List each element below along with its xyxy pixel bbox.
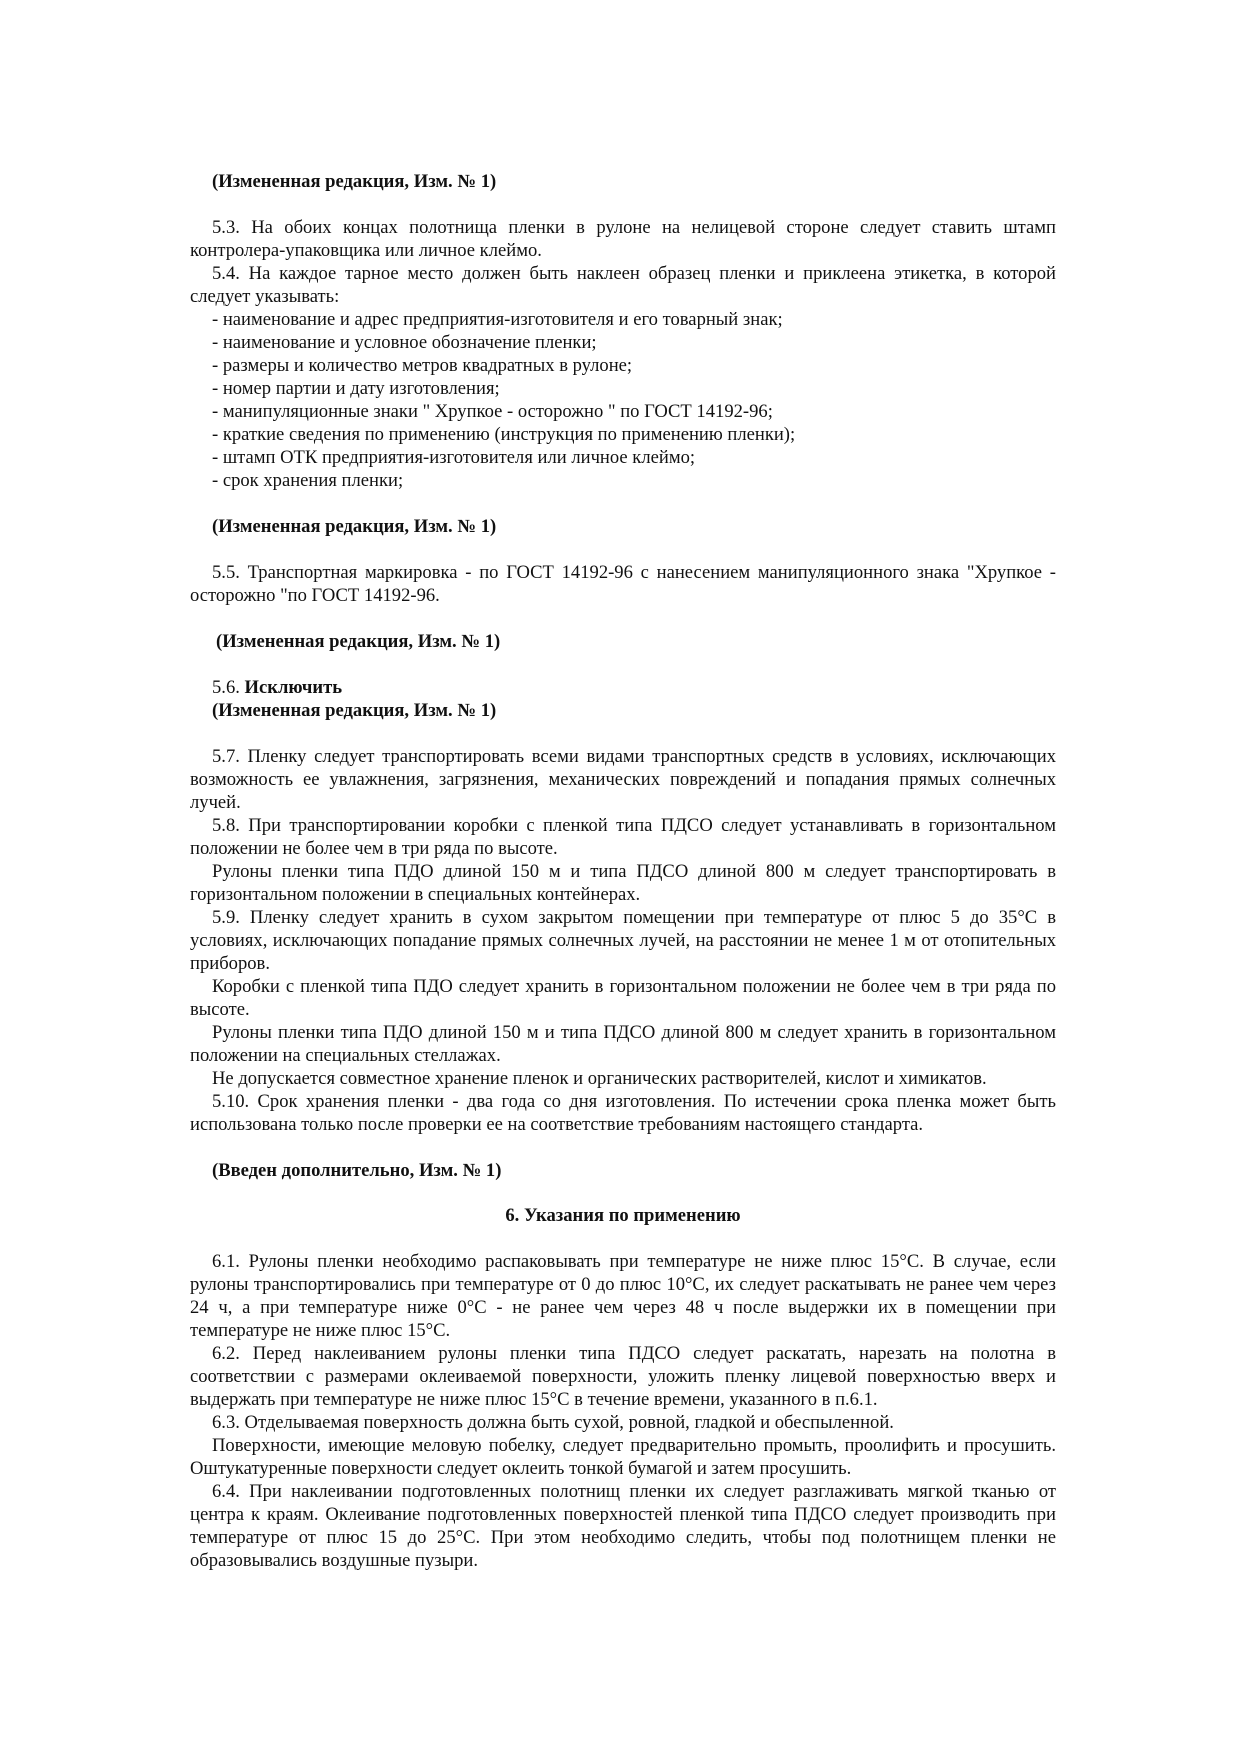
- paragraph-5-6: [190, 676, 1056, 699]
- paragraph-5-6-text: Исключить: [244, 677, 343, 698]
- paragraph-5-9-chemicals: Не допускается совместное хранение пленок и органических растворителей, кислот и химикатов.: [212, 1068, 987, 1089]
- spacer: [190, 722, 1056, 745]
- amendment-note: (Измененная редакция, Изм. № 1): [212, 700, 497, 721]
- list-item: - штамп ОТК предприятия-изготовителя или личное клеймо;: [212, 447, 696, 468]
- list-item: - наименование и условное обозначение пленки;: [212, 332, 597, 353]
- paragraph-5-8-containers: Рулоны пленки типа ПДО длиной 150 м и типа ПДСО длиной 800 м следует транспортировать в горизонтальном положении в специальных контейнерах.: [190, 861, 1056, 905]
- list-item: - манипуляционные знаки " Хрупкое - осторожно " по ГОСТ 14192-96;: [212, 401, 773, 422]
- spacer: [190, 653, 1056, 676]
- spacer: [190, 607, 1056, 630]
- spacer: [190, 1136, 1056, 1159]
- paragraph-5-7: 5.7. Пленку следует транспортировать всеми видами транспортных средств в условиях, исключающих возможность ее увлажнения, загрязнения, механических повреждений и попадания прямых солнечных лучей.: [190, 746, 1056, 813]
- paragraph-5-6-number: 5.6.: [212, 677, 245, 698]
- list-item: - краткие сведения по применению (инструкция по применению пленки);: [212, 424, 796, 445]
- paragraph-5-5: 5.5. Транспортная маркировка - по ГОСТ 14192-96 с нанесением манипуляционного знака "Хрупкое - осторожно "по ГОСТ 14192-96.: [190, 562, 1056, 606]
- paragraph-6-4: 6.4. При наклеивании подготовленных полотнищ пленки их следует разглаживать мягкой тканью от центра к краям. Оклеивание подготовленных поверхностей пленкой типа ПДСО следует производить при температуре от плюс 15 до 25°С. При этом необходимо следить, чтобы под полотнищем пленки не образовывались воздушные пузыри.: [190, 1481, 1056, 1571]
- paragraph-5-9-boxes: Коробки с пленкой типа ПДО следует хранить в горизонтальном положении не более чем в три ряда по высоте.: [190, 976, 1056, 1020]
- paragraph-6-1: 6.1. Рулоны пленки необходимо распаковывать при температуре не ниже плюс 15°С. В случае, если рулоны транспортировались при температуре от 0 до плюс 10°С, их следует раскатывать не ранее чем через 24 ч, а при температуре ниже 0°С - не ранее чем через 48 ч после выдержки их в помещении при температуре не ниже плюс 15°С.: [190, 1251, 1056, 1341]
- list-item: - наименование и адрес предприятия-изготовителя и его товарный знак;: [212, 309, 783, 330]
- paragraph-6-3: 6.3. Отделываемая поверхность должна быть сухой, ровной, гладкой и обеспыленной.: [212, 1412, 894, 1433]
- spacer: [190, 193, 1056, 216]
- spacer: [190, 538, 1056, 561]
- amendment-note: (Введен дополнительно, Изм. № 1): [212, 1160, 502, 1181]
- paragraph-5-4: 5.4. На каждое тарное место должен быть наклеен образец пленки и приклеена этикетка, в которой следует указывать:: [190, 263, 1056, 307]
- amendment-note: (Измененная редакция, Изм. № 1): [212, 516, 497, 537]
- paragraph-5-9: 5.9. Пленку следует хранить в сухом закрытом помещении при температуре от плюс 5 до 35°С в условиях, исключающих попадание прямых солнечных лучей, на расстоянии не менее 1 м от отопительных приборов.: [190, 907, 1056, 974]
- paragraph-5-10: 5.10. Срок хранения пленки - два года со дня изготовления. По истечении срока пленка может быть использована только после проверки ее на соответствие требованиям настоящего стандарта.: [190, 1091, 1056, 1135]
- amendment-note: (Измененная редакция, Изм. № 1): [212, 171, 497, 192]
- section-heading: 6. Указания по применению: [505, 1205, 741, 1226]
- paragraph-5-8: 5.8. При транспортировании коробки с пленкой типа ПДСО следует устанавливать в горизонтальном положении не более чем в три ряда по высоте.: [190, 815, 1056, 859]
- document-page: [190, 170, 1056, 1572]
- list-item: - номер партии и дату изготовления;: [212, 378, 500, 399]
- list-item: - срок хранения пленки;: [212, 470, 404, 491]
- paragraph-6-3-surfaces: Поверхности, имеющие меловую побелку, следует предварительно промыть, проолифить и просушить. Оштукатуренные поверхности следует оклеить тонкой бумагой и затем просушить.: [190, 1435, 1056, 1479]
- spacer: [190, 1182, 1056, 1204]
- spacer: [190, 492, 1056, 515]
- paragraph-5-9-racks: Рулоны пленки типа ПДО длиной 150 м и типа ПДСО длиной 800 м следует хранить в горизонтальном положении на специальных стеллажах.: [190, 1022, 1056, 1066]
- list-item: - размеры и количество метров квадратных в рулоне;: [212, 355, 633, 376]
- paragraph-5-3: 5.3. На обоих концах полотнища пленки в рулоне на нелицевой стороне следует ставить штамп контролера-упаковщика или личное клеймо.: [190, 217, 1056, 261]
- amendment-note: (Измененная редакция, Изм. № 1): [216, 631, 501, 652]
- spacer: [190, 1227, 1056, 1250]
- paragraph-6-2: 6.2. Перед наклеиванием рулоны пленки типа ПДСО следует раскатать, нарезать на полотна в соответствии с размерами оклеиваемой поверхности, уложить пленку лицевой поверхностью вверх и выдержать при температуре не ниже плюс 15°С в течение времени, указанного в п.6.1.: [190, 1343, 1056, 1410]
